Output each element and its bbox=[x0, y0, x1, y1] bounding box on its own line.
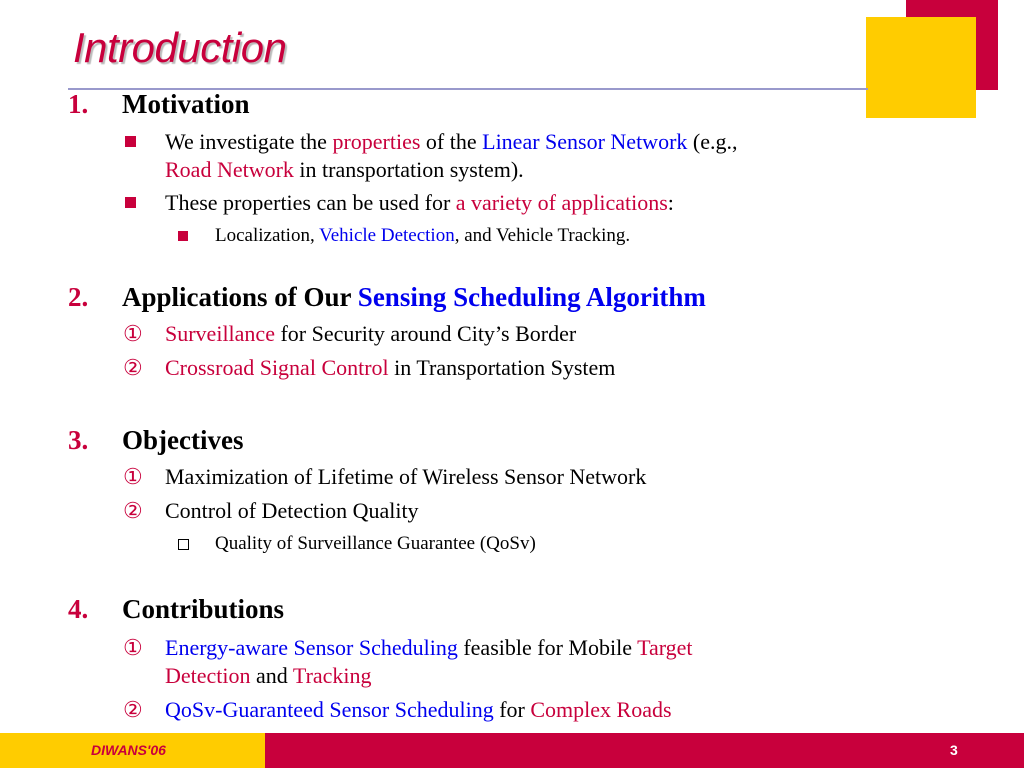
highlight-qosv-scheduling: QoSv-Guaranteed Sensor Scheduling bbox=[165, 697, 494, 722]
highlight-road-network: Road Network bbox=[165, 157, 294, 182]
hollow-square-bullet-icon bbox=[178, 539, 189, 550]
highlight-vehicle-detection: Vehicle Detection bbox=[319, 225, 455, 246]
text-segment: in transportation system). bbox=[293, 157, 524, 182]
text-segment: : bbox=[667, 190, 674, 215]
contributions-item-1-line-1 bbox=[123, 634, 693, 662]
highlight-properties: properties bbox=[332, 129, 421, 154]
section-2-heading bbox=[68, 282, 706, 312]
text-segment: We investigate the bbox=[165, 129, 333, 154]
text-segment: , and Vehicle Tracking. bbox=[454, 225, 631, 246]
highlight-detection: Detection bbox=[165, 663, 251, 688]
text-segment: Control of Detection Quality bbox=[165, 498, 419, 523]
text-segment: Quality of Surveillance Guarantee (QoSv) bbox=[215, 533, 536, 554]
highlight-tracking: Tracking bbox=[292, 663, 372, 688]
section-3-heading bbox=[68, 425, 244, 455]
circled-number-1: ① bbox=[123, 635, 143, 660]
section-4-heading bbox=[68, 594, 285, 624]
text-segment: feasible for Mobile bbox=[457, 635, 638, 660]
circled-number-2: ② bbox=[123, 697, 143, 722]
text-segment: Localization, bbox=[215, 225, 320, 246]
text-segment: of the bbox=[420, 129, 483, 154]
contributions-item-1-line-2 bbox=[165, 662, 372, 690]
section-2-title: Applications of Our bbox=[122, 282, 358, 312]
page-number: 3 bbox=[950, 742, 958, 758]
applications-item-1 bbox=[123, 320, 577, 348]
circled-number-1: ① bbox=[123, 321, 143, 346]
section-1-heading bbox=[68, 89, 250, 119]
text-segment: and bbox=[250, 663, 293, 688]
text-segment: Maximization of Lifetime of Wireless Sensor Network bbox=[165, 464, 647, 489]
highlight-surveillance: Surveillance bbox=[165, 321, 275, 346]
highlight-complex-roads: Complex Roads bbox=[530, 697, 672, 722]
motivation-bullet-2 bbox=[165, 189, 674, 217]
motivation-bullet-1-line-1 bbox=[165, 128, 738, 156]
objectives-item-1 bbox=[123, 463, 647, 491]
footer-conference-label: DIWANS'06 bbox=[0, 733, 265, 768]
highlight-target: Target bbox=[637, 635, 693, 660]
slide-title: Introduction bbox=[73, 24, 287, 71]
objectives-subbullet-1 bbox=[215, 532, 536, 556]
square-bullet-icon bbox=[178, 231, 188, 241]
highlight-energy-aware-scheduling: Energy-aware Sensor Scheduling bbox=[165, 635, 458, 660]
section-3-number: 3. bbox=[68, 425, 89, 455]
contributions-item-2 bbox=[123, 696, 672, 724]
circled-number-2: ② bbox=[123, 498, 143, 523]
circled-number-1: ① bbox=[123, 464, 143, 489]
text-segment: (e.g., bbox=[687, 129, 738, 154]
text-segment: for Security around City’s Border bbox=[274, 321, 577, 346]
motivation-bullet-1-line-2 bbox=[165, 156, 524, 184]
objectives-item-2 bbox=[123, 497, 419, 525]
highlight-linear-sensor-network: Linear Sensor Network bbox=[482, 129, 688, 154]
section-4-title: Contributions bbox=[122, 594, 285, 624]
section-3-title: Objectives bbox=[122, 425, 244, 455]
motivation-subbullet-1 bbox=[215, 224, 630, 248]
section-2-title-highlight: Sensing Scheduling Algorithm bbox=[357, 282, 706, 312]
section-2-number: 2. bbox=[68, 282, 89, 312]
applications-item-2 bbox=[123, 354, 616, 382]
text-segment: These properties can be used for bbox=[165, 190, 456, 215]
text-segment: for bbox=[493, 697, 531, 722]
highlight-variety-of-applications: a variety of applications bbox=[455, 190, 668, 215]
slide-footer bbox=[0, 733, 1024, 768]
highlight-crossroad-signal-control: Crossroad Signal Control bbox=[165, 355, 389, 380]
square-bullet-icon bbox=[125, 136, 136, 147]
section-1-title: Motivation bbox=[122, 89, 250, 119]
text-segment: in Transportation System bbox=[388, 355, 616, 380]
circled-number-2: ② bbox=[123, 355, 143, 380]
section-1-number: 1. bbox=[68, 89, 89, 119]
section-4-number: 4. bbox=[68, 594, 89, 624]
square-bullet-icon bbox=[125, 197, 136, 208]
